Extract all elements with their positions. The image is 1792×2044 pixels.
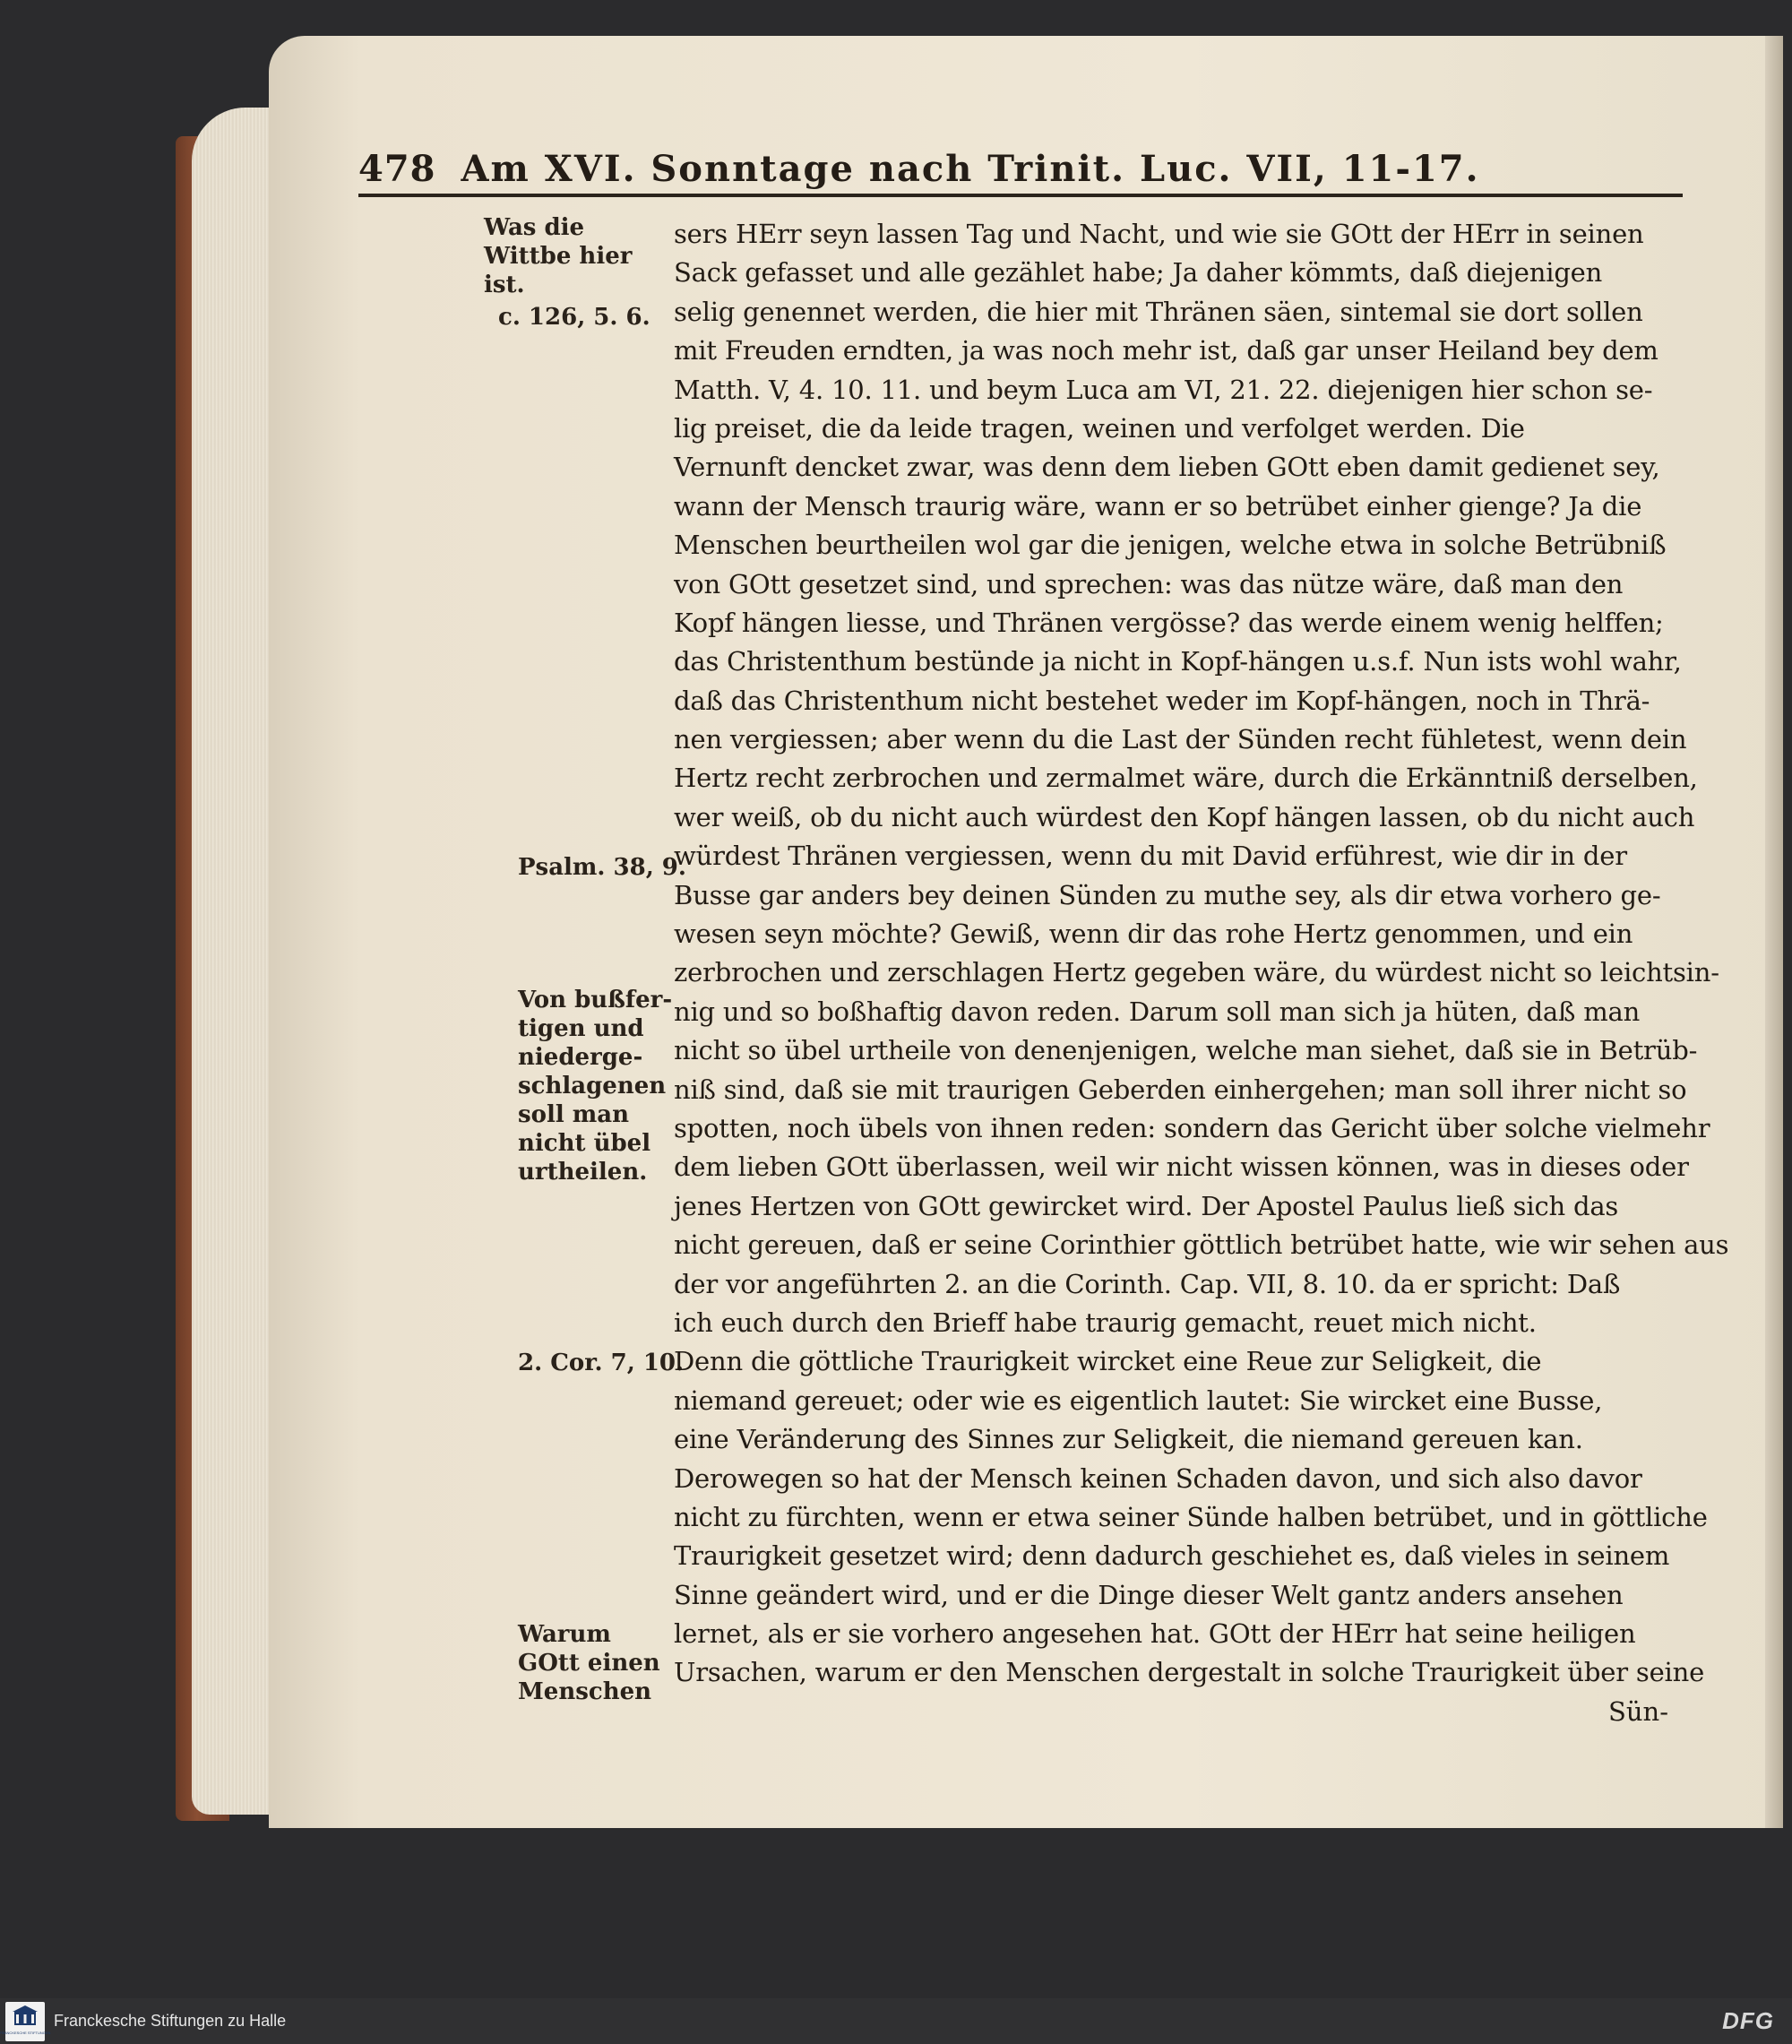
- body-text: [674, 215, 1729, 1693]
- body-line: selig genennet werden, die hier mit Thränen säen, sintemal sie dort sollen: [674, 296, 1643, 327]
- institution-logo-icon[interactable]: [0, 2002, 51, 2041]
- logo-caption: FRANCKESCHE STIFTUNGEN: [0, 2030, 51, 2035]
- body-line: Sinne geändert wird, und er die Dinge dieser Welt gantz anders ansehen: [674, 1579, 1624, 1610]
- body-line: wann der Mensch traurig wäre, wann er so betrübet einher gienge? Ja die: [674, 490, 1642, 522]
- body-line: Kopf hängen liesse, und Thränen vergösse? das werde einem wenig helffen;: [674, 607, 1664, 638]
- body-line: Menschen beurtheilen wol gar die jenigen, welche etwa in solche Betrübniß: [674, 530, 1667, 561]
- body-line: jenes Hertzen von GOtt gewircket wird. Der Apostel Paulus ließ sich das: [674, 1190, 1619, 1221]
- page-number: 478: [358, 148, 436, 190]
- body-line: Hertz recht zerbrochen und zermalmet wäre, durch die Erkänntniß derselben,: [674, 763, 1698, 794]
- body-line: eine Veränderung des Sinnes zur Seligkeit, die niemand gereuen kan.: [674, 1424, 1583, 1455]
- body-line: dem lieben GOtt überlassen, weil wir nicht wissen können, was in dieses oder: [674, 1151, 1689, 1183]
- body-line: nen vergiessen; aber wenn du die Last der Sünden recht fühletest, wenn dein: [674, 724, 1687, 755]
- margin-note-2cor: 2. Cor. 7, 10.: [518, 1350, 685, 1376]
- running-header: [358, 148, 1683, 197]
- body-line: von GOtt gesetzet sind, und sprechen: was das nütze wäre, daß man den: [674, 568, 1624, 599]
- body-line: nicht gereuen, daß er seine Corinthier göttlich betrübet hatte, wie wir sehen aus: [674, 1229, 1729, 1261]
- margin-note-warum: Warum GOtt einen Menschen: [518, 1621, 660, 1705]
- body-line: niß sind, daß sie mit traurigen Geberden einhergehen; man soll ihrer nicht so: [674, 1074, 1687, 1105]
- body-line: Sack gefasset und alle gezählet habe; Ja daher kömmts, daß diejenigen: [674, 257, 1603, 289]
- margin-note-ps38: Psalm. 38, 9.: [518, 854, 686, 881]
- body-line: zerbrochen und zerschlagen Hertz gegeben wäre, du würdest nicht so leichtsin-: [674, 957, 1719, 988]
- body-line: ich euch durch den Brieff habe traurig gemacht, reuet mich nicht.: [674, 1307, 1537, 1338]
- body-line: das Christenthum bestünde ja nicht in Kopf-hängen u.s.f. Nun ists wohl wahr,: [674, 646, 1682, 677]
- body-line: Ursachen, warum er den Menschen dergestalt in solche Traurigkeit über seine: [674, 1657, 1705, 1688]
- body-line: lig preiset, die da leide tragen, weinen und verfolget werden. Die: [674, 412, 1525, 444]
- body-line: der vor angeführten 2. an die Corinth. Cap. VII, 8. 10. da er spricht: Daß: [674, 1268, 1621, 1299]
- running-title: Am XVI. Sonntage nach Trinit. Luc. VII, 11-17.: [461, 148, 1480, 190]
- margin-note-wittbe: Was die Wittbe hier ist.: [484, 214, 633, 298]
- body-line: mit Freuden erndten, ja was noch mehr ist, daß gar unser Heiland bey dem: [674, 335, 1658, 367]
- viewer-footer: [0, 1998, 1792, 2044]
- body-line: Vernunft dencket zwar, was denn dem lieben GOtt eben damit gedienet sey,: [674, 452, 1660, 483]
- footer-institution: [0, 2002, 286, 2041]
- catchword: Sün-: [1608, 1696, 1669, 1727]
- body-line: wer weiß, ob du nicht auch würdest den Kopf hängen lassen, ob du nicht auch: [674, 801, 1695, 832]
- body-line: nicht zu fürchten, wenn er etwa seiner Sünde halben betrübet, und in göttliche: [674, 1501, 1708, 1532]
- body-line: nicht so übel urtheile von denenjenigen, welche man siehet, daß sie in Betrüb-: [674, 1035, 1698, 1066]
- body-line: nig und so boßhaftig davon reden. Darum soll man sich ja hüten, daß man: [674, 996, 1641, 1027]
- margin-note-ps126: c. 126, 5. 6.: [498, 304, 650, 331]
- body-line: sers HErr seyn lassen Tag und Nacht, und wie sie GOtt der HErr in seinen: [674, 219, 1644, 249]
- page-right-edge: [1765, 36, 1783, 1828]
- body-line: Denn die göttliche Traurigkeit wircket eine Reue zur Seligkeit, die: [674, 1346, 1542, 1377]
- body-line: daß das Christenthum nicht bestehet weder im Kopf-hängen, noch in Thrä-: [674, 685, 1650, 716]
- body-line: Traurigkeit gesetzet wird; denn dadurch geschiehet es, daß vieles in seinem: [674, 1540, 1670, 1572]
- body-line: würdest Thränen vergiessen, wenn du mit David erführest, wie dir in der: [674, 841, 1627, 872]
- body-line: wesen seyn möchte? Gewiß, wenn dir das rohe Hertz genommen, und ein: [674, 919, 1633, 950]
- body-line: spotten, noch übels von ihnen reden: sondern das Gericht über solche vielmehr: [674, 1112, 1710, 1143]
- body-line: lernet, als er sie vorhero angesehen hat. GOtt der HErr hat seine heiligen: [674, 1618, 1636, 1650]
- institution-name[interactable]: Franckesche Stiftungen zu Halle: [54, 2012, 287, 2030]
- body-line: Matth. V, 4. 10. 11. und beym Luca am VI, 21. 22. diejenigen hier schon se-: [674, 374, 1653, 405]
- dfg-logo-icon[interactable]: DFG: [1722, 2007, 1774, 2034]
- body-line: niemand gereuet; oder wie es eigentlich lautet: Sie wircket eine Busse,: [674, 1384, 1603, 1416]
- body-line: Derowegen so hat der Mensch keinen Schaden davon, und sich also davor: [674, 1462, 1642, 1494]
- margin-note-bussfertig: Von bußfer- tigen und niederge- schlagenen soll man nicht übel urtheilen.: [518, 987, 673, 1186]
- body-line: Busse gar anders bey deinen Sünden zu muthe sey, als dir etwa vorhero ge-: [674, 879, 1661, 910]
